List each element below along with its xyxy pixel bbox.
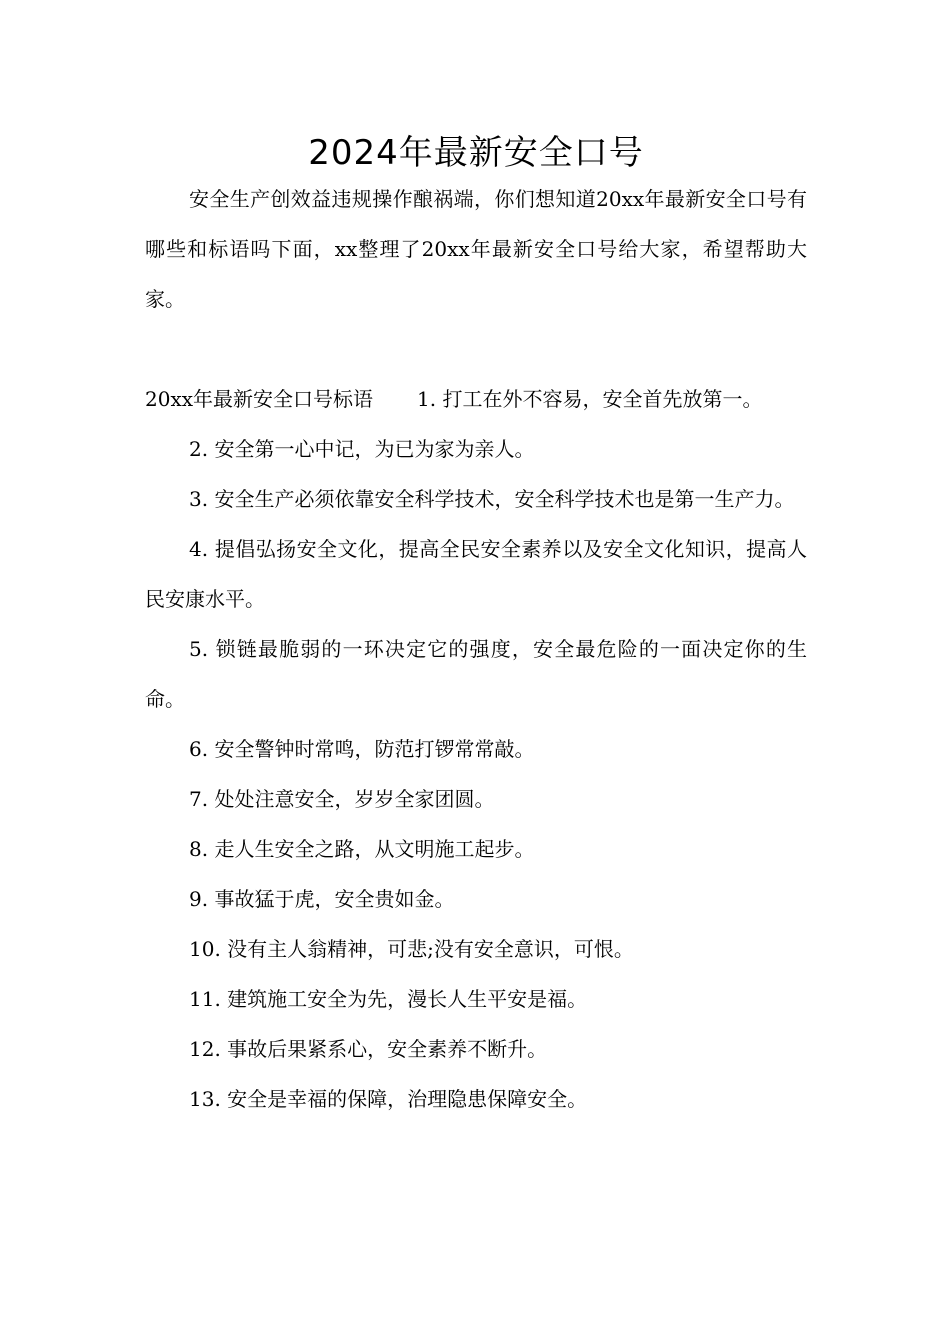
slogan-item: 9. 事故猛于虎，安全贵如金。 xyxy=(189,887,455,911)
document-page xyxy=(145,125,807,1124)
section-heading: 20xx年最新安全口号标语 xyxy=(145,387,374,411)
slogan-item: 3. 安全生产必须依靠安全科学技术，安全科学技术也是第一生产力。 xyxy=(189,487,795,511)
slogan-item: 4. 提倡弘扬安全文化，提高全民安全素养以及安全文化知识，提高人民安康水平。 xyxy=(145,537,807,611)
slogan-item: 1. 打工在外不容易，安全首先放第一。 xyxy=(417,387,763,411)
slogan-item: 10. 没有主人翁精神，可悲;没有安全意识，可恨。 xyxy=(189,937,634,961)
slogan-item: 5. 锁链最脆弱的一环决定它的强度，安全最危险的一面决定你的生命。 xyxy=(145,637,807,711)
slogan-item: 2. 安全第一心中记，为已为家为亲人。 xyxy=(189,437,535,461)
document-title: 2024年最新安全口号 xyxy=(308,133,644,173)
slogan-item: 12. 事故后果紧系心，安全素养不断升。 xyxy=(189,1037,548,1061)
slogan-heading-paragraph xyxy=(145,374,807,424)
intro-paragraph: 安全生产创效益违规操作酿祸端，你们想知道20xx年最新安全口号有哪些和标语吗下面，xx整理了20xx年最新安全口号给大家，希望帮助大家。 xyxy=(145,187,807,311)
slogan-item: 8. 走人生安全之路，从文明施工起步。 xyxy=(189,837,535,861)
blank-line xyxy=(145,324,807,374)
slogan-item: 11. 建筑施工安全为先，漫长人生平安是福。 xyxy=(189,987,588,1011)
slogan-item: 7. 处处注意安全，岁岁全家团圆。 xyxy=(189,787,495,811)
slogan-item: 13. 安全是幸福的保障，治理隐患保障安全。 xyxy=(189,1087,588,1111)
slogan-item: 6. 安全警钟时常鸣，防范打锣常常敲。 xyxy=(189,737,535,761)
